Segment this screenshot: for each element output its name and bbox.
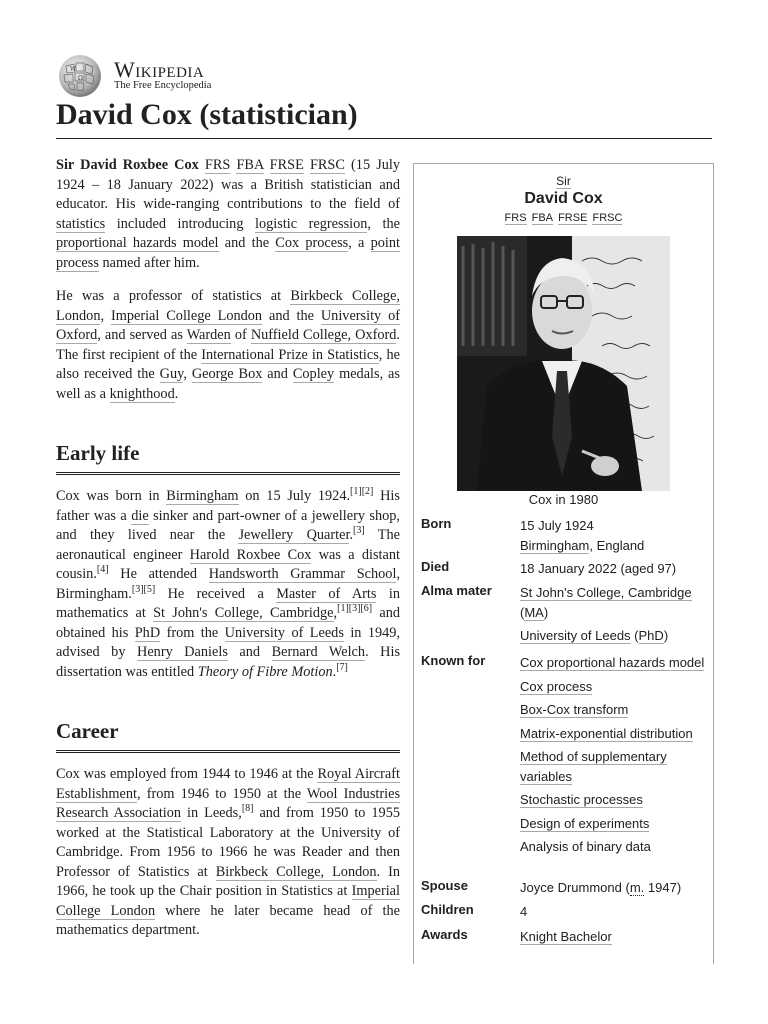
link-known-for-item[interactable]: Matrix-exponential distribution	[520, 725, 693, 741]
link-known-for-item[interactable]: Cox proportional hazards model	[520, 655, 705, 670]
citation[interactable]: [8]	[241, 803, 254, 815]
article-body	[56, 156, 400, 955]
link-birmingham-infobox[interactable]: Birmingham	[520, 537, 590, 553]
wikipedia-tagline: The Free Encyclopedia	[114, 80, 212, 91]
link-bernard-welch[interactable]: Bernard Welch	[271, 644, 366, 660]
postnominal-frsc[interactable]: FRSC	[592, 212, 623, 224]
link-known-for-item[interactable]: Box-Cox transform	[520, 702, 629, 717]
wikipedia-wordmark[interactable]: Wikipedia	[114, 57, 205, 82]
link-point-process[interactable]: point process	[56, 235, 400, 271]
citation[interactable]: [1]	[350, 486, 362, 498]
svg-text:Ω: Ω	[78, 75, 83, 82]
link-die[interactable]: die	[131, 507, 149, 524]
link-phd[interactable]: PhD	[134, 624, 161, 641]
link-leeds[interactable]: University of Leeds	[224, 624, 344, 641]
link-birkbeck-2[interactable]: Birkbeck College, London	[215, 863, 377, 880]
link-st-johns[interactable]: St John's College, Cambridge	[153, 605, 334, 621]
portrait-illustration	[457, 236, 670, 491]
citation[interactable]: [4]	[96, 564, 109, 576]
link-george-box[interactable]: George Box	[191, 366, 263, 382]
link-st-johns-infobox[interactable]: St John's College, Cambridge	[520, 585, 692, 600]
link-logistic-regression[interactable]: logistic regression	[255, 215, 368, 232]
infobox-postnominals	[414, 212, 713, 224]
postnominal-frse[interactable]: FRSE	[558, 212, 588, 224]
link-international-prize[interactable]: International Prize in Statistics	[201, 346, 379, 363]
citation[interactable]: [3]	[353, 525, 365, 537]
link-imperial-2[interactable]: Imperial College London	[56, 883, 400, 919]
citation[interactable]: [1][3][6]	[337, 603, 373, 615]
link-frse[interactable]: FRSE	[269, 157, 304, 173]
section-heading-early-life: Early life	[56, 438, 400, 475]
link-known-for-item[interactable]: Design of experiments	[520, 815, 650, 831]
link-jewellery-quarter[interactable]: Jewellery Quarter	[238, 527, 350, 543]
known-for-plain-item: Analysis of binary data	[520, 839, 651, 854]
page-title: David Cox (statistician)	[56, 98, 712, 139]
link-henry-daniels[interactable]: Henry Daniels	[137, 644, 228, 660]
link-phd-infobox[interactable]: PhD	[638, 628, 664, 643]
citation[interactable]: [3][5]	[131, 583, 156, 595]
link-cox-process[interactable]: Cox process	[275, 235, 349, 251]
link-wool-industries[interactable]: Wool Industries Research Association	[56, 785, 401, 821]
link-leeds-infobox[interactable]: University of Leeds	[520, 628, 631, 643]
photo-caption: Cox in 1980	[528, 492, 599, 507]
early-life-paragraph: Cox was born in Birmingham on 15 July 1924.[1][2] His father was a die sinker and part-owner of a jewellery shop, and they lived near the Jewellery Quarter.[3] The aeronautical engineer Harold Roxbee Cox was a distant cousin.[4] He attended Handsworth Grammar School, Birmingham.[3][5] He received a Master of Arts in mathematics at St John's College, Cambridge,[1][3][6] and obtained his PhD from the University of Leeds in 1949, advised by Henry Daniels and Bernard Welch. His dissertation was entitled Theory of Fibre Motion.[7]	[56, 486, 401, 680]
link-harold-roxbee-cox[interactable]: Harold Roxbee Cox	[189, 546, 312, 563]
link-copley[interactable]: Copley	[292, 366, 335, 382]
wikipedia-globe-icon[interactable]	[56, 54, 104, 98]
link-imperial[interactable]: Imperial College London	[110, 307, 263, 324]
link-knighthood[interactable]: knighthood	[109, 385, 175, 402]
lead-paragraph-2: He was a professor of statistics at Birkbeck College, London, Imperial College London and the University of Oxford, and served as Warden of Nuffield College, Oxford. The first recipient of the International Prize in Statistics, he also received the Guy, George Box and Copley medals, as well as a knighthood.	[56, 288, 400, 402]
lead-paragraph-1: Sir David Roxbee Cox FRS FBA FRSE FRSC (15 July 1924 – 18 January 2022) was a British statistician and educator. His wide-ranging contributions to the field of statistics included introducing logistic regression, the proportional hazards model and the Cox process, a point process named after him.	[56, 157, 401, 271]
link-master-of-arts[interactable]: Master of Arts	[276, 585, 377, 602]
site-header	[56, 52, 716, 92]
link-guy-medal[interactable]: Guy	[159, 366, 184, 382]
citation[interactable]: [2]	[361, 486, 374, 498]
link-frsc[interactable]: FRSC	[309, 157, 345, 173]
link-knight-bachelor[interactable]: Knight Bachelor	[520, 929, 612, 944]
link-warden[interactable]: Warden	[186, 327, 231, 343]
link-oxford[interactable]: University of Oxford	[56, 307, 400, 343]
citation[interactable]: [7]	[336, 661, 348, 673]
infobox-name: David Cox	[524, 190, 603, 207]
link-frs[interactable]: FRS	[204, 157, 231, 173]
postnominal-frs[interactable]: FRS	[504, 212, 527, 224]
portrait-photo[interactable]	[457, 236, 670, 491]
link-royal-aircraft[interactable]: Royal Aircraft Establishment	[56, 766, 400, 802]
career-paragraph: Cox was employed from 1944 to 1946 at the Royal Aircraft Establishment, from 1946 to 1950 at the Wool Industries Research Association in Leeds,[8] and from 1950 to 1955 worked at the Statistical Laboratory at the University of Cambridge. From 1956 to 1966 he was Reader and then Professor of Statistics at Birkbeck College, London. In 1966, he took up the Chair position in Statistics at Imperial College London where he later became head of the mathematics department.	[56, 766, 401, 938]
married-abbr[interactable]: m.	[629, 880, 645, 895]
infobox-honorific: Sir	[556, 174, 571, 188]
link-nuffield[interactable]: Nuffield College, Oxford	[250, 327, 397, 343]
link-proportional-hazards[interactable]: proportional hazards model	[56, 235, 219, 251]
link-known-for-item[interactable]: Method of supplementary variables	[520, 749, 667, 784]
link-birmingham[interactable]: Birmingham	[166, 488, 239, 504]
svg-text:W: W	[70, 66, 77, 73]
link-fba[interactable]: FBA	[236, 157, 264, 173]
link-handsworth[interactable]: Handsworth Grammar School	[208, 566, 397, 582]
link-statistics[interactable]: statistics	[56, 215, 106, 232]
infobox: Sir David Cox FRS FBA FRSE FRSC Cox in 1980 Born 15 July 1924 Birmingham, England Died 18 January 2022 (aged 97) Alma mater St John's College, Cambridge (MA) University of Leeds (PhD) Known for Cox proportional hazards model Cox process Box-Cox transform Matrix-exponential distribution Method of supplementary variables Stochastic processes Design of experiments Analysis of binary data Spouse Joyce Drummond (m. 1947) Children 4 Awards Knight Bachelor	[413, 163, 714, 964]
link-known-for-item[interactable]: Stochastic processes	[520, 792, 643, 807]
link-ma[interactable]: MA	[524, 604, 544, 620]
section-heading-career: Career	[56, 716, 400, 753]
postnominal-fba[interactable]: FBA	[531, 212, 554, 224]
link-known-for-item[interactable]: Cox process	[520, 678, 593, 694]
link-birkbeck[interactable]: Birkbeck College, London	[56, 288, 400, 324]
